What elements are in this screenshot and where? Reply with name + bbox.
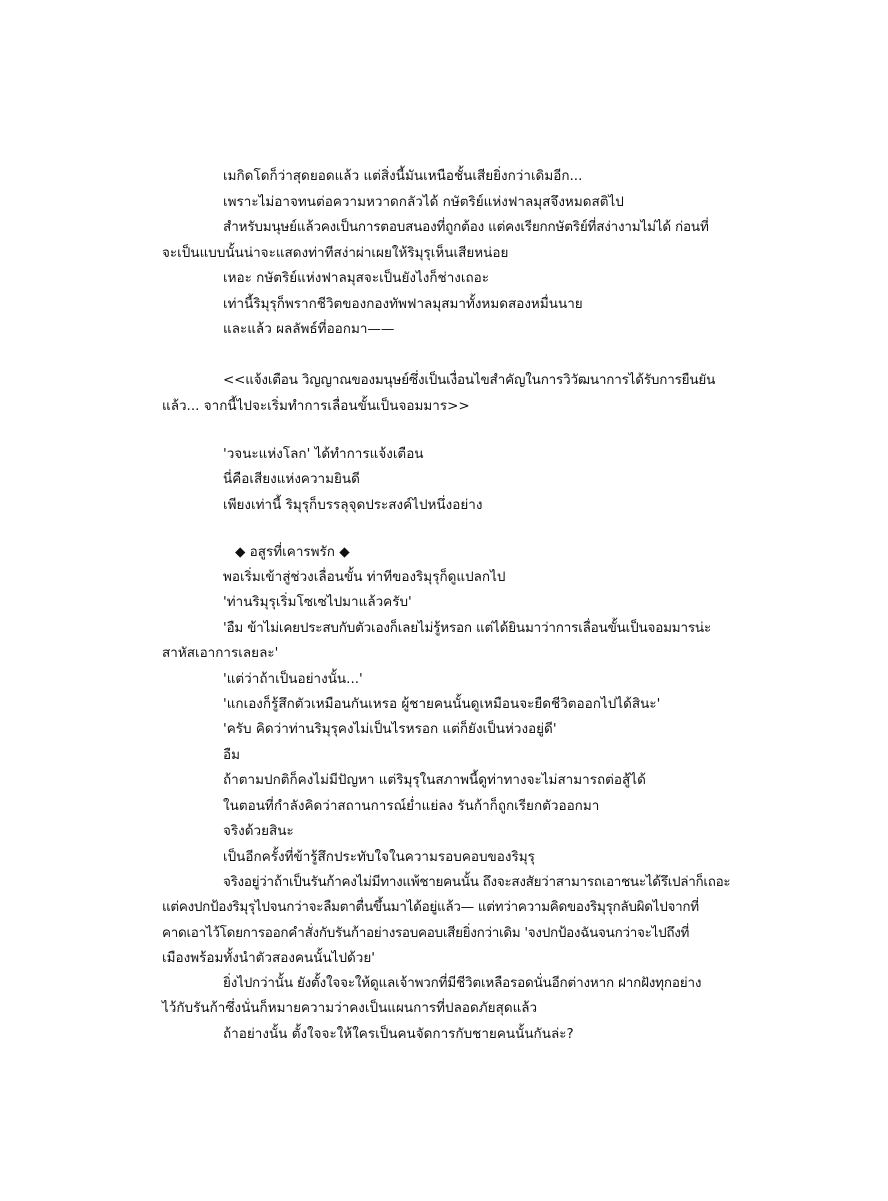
text-line: <<แจ้งเตือน วิญญาณของมนุษย์ซึ่งเป็นเงื่อนไขสำคัญในการวิวัฒนาการได้รับการยืนยัน <box>223 372 716 388</box>
text-line: เมกิดโดก็ว่าสุดยอดแล้ว แต่สิ่งนี้มันเหนือชั้นเสียยิ่งกว่าเดิมอีก... <box>223 168 583 184</box>
text-line: เป็นอีกครั้งที่ข้ารู้สึกประทับใจในความรอบคอบของริมุรุ <box>223 849 535 865</box>
text-line: จริงอยู่ว่าถ้าเป็นรันก้าคงไม่มีทางแพ้ชายคนนั้น ถึงจะสงสัยว่าสามารถเอาชนะได้รึเปล่าก็เถอะ <box>223 874 731 890</box>
text-line: 'วจนะแห่งโลก' ได้ทำการแจ้งเตือน <box>223 446 424 462</box>
text-line: และแล้ว ผลลัพธ์ที่ออกมา—— <box>223 321 395 337</box>
text-line: ถ้าอย่างนั้น ตั้งใจจะให้ใครเป็นคนจัดการกับชายคนนั้นกันล่ะ? <box>223 1026 574 1042</box>
text-line: 'ครับ คิดว่าท่านริมุรุคงไม่เป็นไรหรอก แต่ก็ยังเป็นห่วงอยู่ดี' <box>223 721 557 737</box>
text-line: 'แกเองก็รู้สึกตัวเหมือนกันเหรอ ผู้ชายคนนั้นดูเหมือนจะยืดชีวิตออกไปได้สินะ' <box>223 696 661 712</box>
text-line: สำหรับมนุษย์แล้วคงเป็นการตอบสนองที่ถูกต้อง แต่คงเรียกกษัตริย์ที่สง่างามไม่ได้ ก่อนที่ <box>223 219 709 235</box>
text-line: เมืองพร้อมทั้งนำตัวสองคนนั้นไปด้วย' <box>162 950 376 966</box>
text-line: 'ท่านริมุรุเริ่มโซเซไปมาแล้วครับ' <box>223 594 412 610</box>
text-line: 'แต่ว่าถ้าเป็นอย่างนั้น...' <box>223 671 363 687</box>
text-line: แล้ว... จากนี้ไปจะเริ่มทำการเลื่อนขั้นเป็นจอมมาร>> <box>162 398 470 414</box>
text-line: ในตอนที่กำลังคิดว่าสถานการณ์ย่ำแย่ลง รันก้าก็ถูกเรียกตัวออกมา <box>223 798 600 814</box>
text-line: 'อืม ข้าไม่เคยประสบกับตัวเองก็เลยไม่รู้หรอก แต่ได้ยินมาว่าการเลื่อนขั้นเป็นจอมมารน่ะ <box>223 620 712 636</box>
text-line: ถ้าตามปกติก็คงไม่มีปัญหา แต่ริมุรุในสภาพนี้ดูท่าทางจะไม่สามารถต่อสู้ได้ <box>223 772 646 788</box>
text-line: อืม <box>223 747 241 763</box>
text-line: คาดเอาไว้โดยการออกคำสั่งกับรันก้าอย่างรอบคอบเสียยิ่งกว่าเดิม 'จงปกป้องฉันจนกว่าจะไปถึงที่ <box>162 925 690 941</box>
text-line: นี่คือเสียงแห่งความยินดี <box>223 471 360 487</box>
text-line: เท่านี้ริมุรุก็พรากชีวิตของกองทัพฟาลมุสมาทั้งหมดสองหมื่นนาย <box>223 296 583 312</box>
text-line: เหอะ กษัตริย์แห่งฟาลมุสจะเป็นยังไงก็ช่างเถอะ <box>223 270 490 286</box>
text-line: ยิ่งไปกว่านั้น ยังตั้งใจจะให้ดูแลเจ้าพวกที่มีชีวิตเหลือรอดนั่นอีกต่างหาก ฝากฝังทุกอย่าง <box>223 975 702 991</box>
text-line: แต่คงปกป้องริมุรุไปจนกว่าจะลืมตาตื่นขึ้นมาได้อยู่แล้ว— แต่ทว่าความคิดของริมุรุกลับผิดไปจากที่ <box>162 899 699 915</box>
text-line: เพราะไม่อาจทนต่อความหวาดกลัวได้ กษัตริย์แห่งฟาลมุสจึงหมดสติไป <box>223 194 624 210</box>
text-line: จริงด้วยสินะ <box>223 823 294 839</box>
text-line: สาหัสเอาการเลยละ' <box>162 645 279 661</box>
text-line: จะเป็นแบบนั้นน่าจะแสดงท่าทีสง่าผ่าเผยให้ริมุรุเห็นเสียหน่อย <box>162 245 509 261</box>
text-line: ไว้กับรันก้าซึ่งนั่นก็หมายความว่าคงเป็นแผนการที่ปลอดภัยสุดแล้ว <box>162 1000 538 1016</box>
text-line: พอเริ่มเข้าสู่ช่วงเลื่อนขั้น ท่าทีของริมุรุก็ดูแปลกไป <box>223 569 506 585</box>
section-heading: ◆ อสูรที่เคารพรัก ◆ <box>235 544 350 560</box>
text-line: เพียงเท่านี้ ริมุรุก็บรรลุจุดประสงค์ไปหนึ่งอย่าง <box>223 497 483 513</box>
